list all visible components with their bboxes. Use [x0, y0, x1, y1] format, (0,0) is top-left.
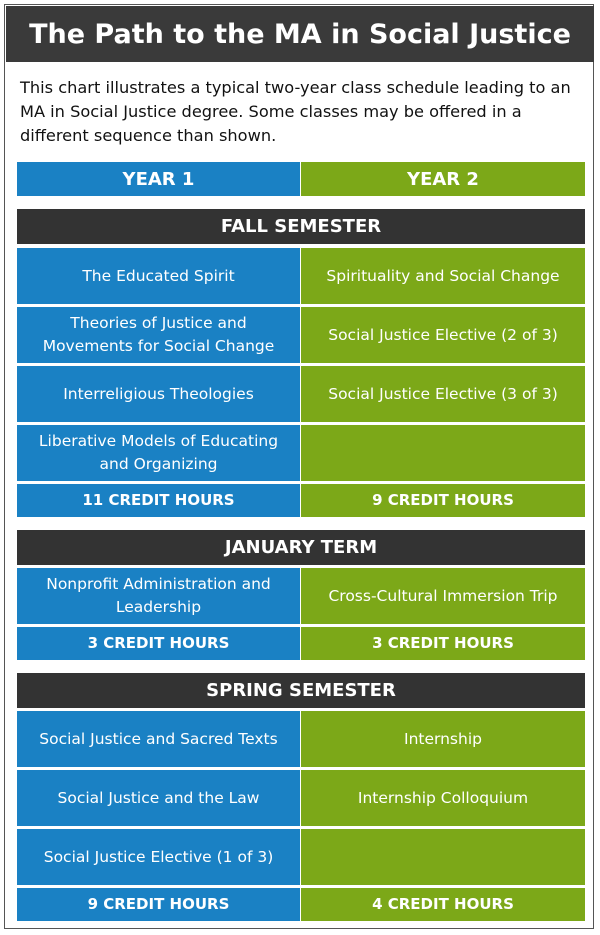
spring-year1-course-2: Social Justice and the Law — [17, 770, 300, 826]
fall-year2-course-2: Social Justice Elective (2 of 3) — [301, 307, 585, 363]
year-1-header: YEAR 1 — [17, 162, 300, 196]
spring-year1-course-3: Social Justice Elective (1 of 3) — [17, 829, 300, 885]
fall-year1-course-1: The Educated Spirit — [17, 248, 300, 304]
fall-year1-course-4: Liberative Models of Educating and Organizing — [17, 425, 300, 481]
spring-year2-course-2: Internship Colloquium — [301, 770, 585, 826]
spring-year2-course-1: Internship — [301, 711, 585, 767]
january-year2-course-1: Cross-Cultural Immersion Trip — [301, 568, 585, 624]
fall-year2-course-3: Social Justice Elective (3 of 3) — [301, 366, 585, 422]
fall-year1-credits: 11 CREDIT HOURS — [17, 484, 300, 517]
spring-year1-course-1: Social Justice and Sacred Texts — [17, 711, 300, 767]
fall-year1-course-2: Theories of Justice and Movements for Social Change — [17, 307, 300, 363]
fall-year2-course-1: Spirituality and Social Change — [301, 248, 585, 304]
january-year1-course-1: Nonprofit Administration and Leadership — [17, 568, 300, 624]
spring-year2-course-3 — [301, 829, 585, 885]
january-term-header: JANUARY TERM — [17, 530, 585, 565]
spring-year1-credits: 9 CREDIT HOURS — [17, 888, 300, 921]
fall-year1-course-3: Interreligious Theologies — [17, 366, 300, 422]
fall-year2-credits: 9 CREDIT HOURS — [301, 484, 585, 517]
spring-year2-credits: 4 CREDIT HOURS — [301, 888, 585, 921]
january-year1-credits: 3 CREDIT HOURS — [17, 627, 300, 660]
page-title: The Path to the MA in Social Justice — [6, 6, 594, 62]
year-2-header: YEAR 2 — [301, 162, 585, 196]
january-year2-credits: 3 CREDIT HOURS — [301, 627, 585, 660]
spring-semester-header: SPRING SEMESTER — [17, 673, 585, 708]
intro-paragraph: This chart illustrates a typical two-year class schedule leading to an MA in Social Justice degree. Some classes may be offered in a different sequence than shown. — [20, 78, 571, 145]
fall-semester-header: FALL SEMESTER — [17, 209, 585, 244]
fall-year2-course-4 — [301, 425, 585, 481]
